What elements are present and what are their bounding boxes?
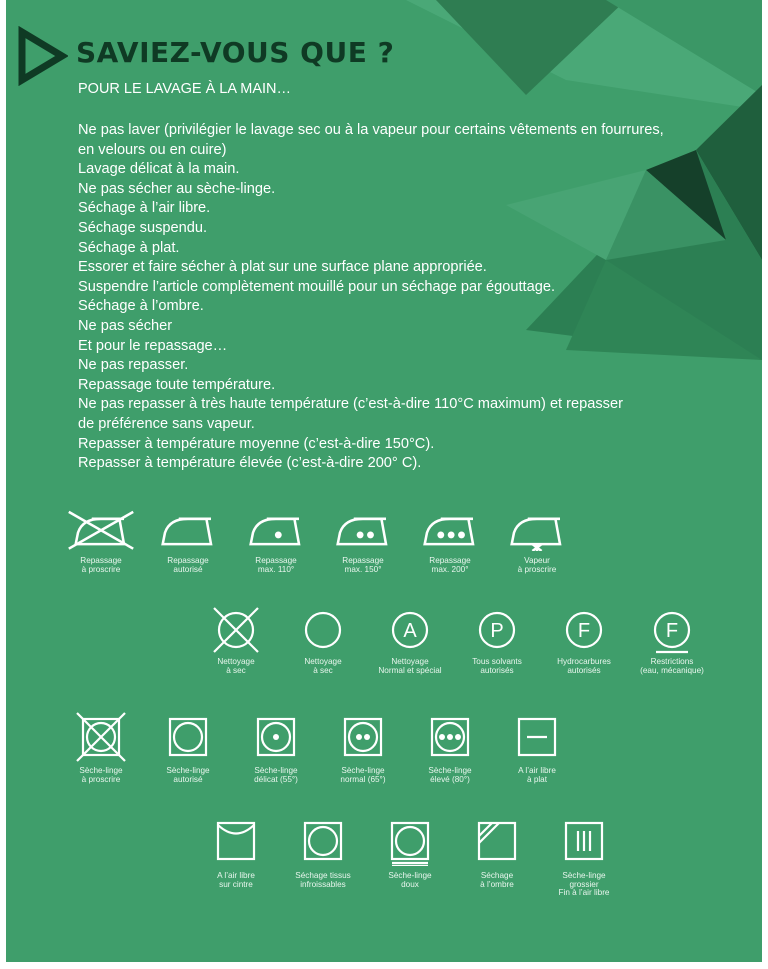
caption-line: à sec xyxy=(226,665,246,675)
dry-in-shade-icon xyxy=(472,816,522,866)
page-title: SAVIEZ-VOUS QUE ? xyxy=(76,36,395,69)
caption-line: normal (65°) xyxy=(340,774,386,784)
caption-line: infroissables xyxy=(300,879,346,889)
caption-line: Sèche-linge xyxy=(166,766,210,775)
play-triangle-icon xyxy=(16,26,68,86)
caption-line: doux xyxy=(401,879,419,889)
drip-dry-circle-icon xyxy=(298,816,348,866)
instruction-line: Séchage à l’air libre. xyxy=(78,200,211,217)
dry-flat-icon xyxy=(512,712,562,762)
caption-line: autorisés xyxy=(567,665,601,675)
iron-one-dot-icon xyxy=(236,505,316,551)
caption-line: Sèche-linge xyxy=(562,871,606,880)
caption-line: Fin à l’air libre xyxy=(558,888,610,898)
infographic-panel xyxy=(6,0,762,962)
care-instructions-list xyxy=(78,121,718,474)
caption-line: délicat (55°) xyxy=(254,774,298,784)
instruction-line: Essorer et faire sécher à plat sur une surface plane appropriée. xyxy=(78,259,487,276)
instruction-line: Séchage suspendu. xyxy=(78,219,208,236)
iron-crossed-icon xyxy=(61,505,141,551)
instruction-line: Séchage à l’ombre. xyxy=(78,298,204,315)
caption-line: (eau, mécanique) xyxy=(640,665,704,675)
caption-line: max. 150° xyxy=(344,564,382,574)
circle-crossed-icon xyxy=(211,605,261,655)
instruction-line: Lavage délicat à la main. xyxy=(78,161,240,178)
caption-line: à l’ombre xyxy=(480,879,514,889)
circle-letter-p-icon xyxy=(472,605,522,655)
tumble-dry-two-dots-icon xyxy=(338,712,388,762)
caption-line: autorisé xyxy=(173,774,203,784)
instruction-line: Repassage toute température. xyxy=(78,376,276,393)
caption-line: à proscrire xyxy=(517,564,557,574)
caption-line: Repassage xyxy=(429,556,471,565)
caption-line: Tous solvants xyxy=(472,657,522,666)
instruction-line: Repasser à température moyenne (c’est-à-dire 150°C). xyxy=(78,435,435,452)
iron-two-dots-icon xyxy=(323,505,403,551)
symbol-letter: F xyxy=(665,620,679,642)
iron-icon xyxy=(148,505,228,551)
caption-line: sur cintre xyxy=(219,879,253,889)
symbol-letter: P xyxy=(490,620,504,642)
caption-line: Restrictions xyxy=(650,657,694,666)
caption-line: à plat xyxy=(526,774,548,784)
symbol-caption xyxy=(617,658,727,675)
tumble-dry-icon xyxy=(163,712,213,762)
caption-line: Nettoyage xyxy=(391,657,429,666)
instruction-line: Ne pas repasser. xyxy=(78,357,189,374)
caption-line: Vapeur xyxy=(524,556,550,565)
caption-line: A l’air libre xyxy=(518,766,556,775)
instruction-line: Repasser à température élevée (c’est-à-dire 200° C). xyxy=(78,455,422,472)
symbol-caption xyxy=(482,557,592,574)
caption-line: Séchage xyxy=(480,871,514,880)
instruction-line: Ne pas repasser à très haute température (c’est-à-dire 110°C maximum) et repasser xyxy=(78,396,623,413)
tumble-dry-three-dots-icon xyxy=(425,712,475,762)
caption-line: Nettoyage xyxy=(304,657,342,666)
caption-line: Sèche-linge xyxy=(428,766,472,775)
caption-line: à proscrire xyxy=(81,564,121,574)
circle-letter-f-underlined-icon xyxy=(647,605,697,655)
instruction-line: Ne pas sécher au sèche-linge. xyxy=(78,180,276,197)
subtitle: POUR LE LAVAGE À LA MAIN… xyxy=(78,81,292,97)
caption-line: Nettoyage xyxy=(217,657,255,666)
caption-line: autorisés xyxy=(480,665,514,675)
caption-line: Normal et spécial xyxy=(378,665,442,675)
caption-line: Repassage xyxy=(255,556,297,565)
caption-line: Séchage tissus xyxy=(295,871,351,880)
caption-line: Sèche-linge xyxy=(341,766,385,775)
instruction-line: Et pour le repassage… xyxy=(78,337,228,354)
caption-line: max. 110° xyxy=(257,564,295,574)
instruction-line: Séchage à plat. xyxy=(78,239,180,256)
instruction-line: Ne pas sécher xyxy=(78,317,173,334)
symbol-caption xyxy=(482,767,592,784)
circle-letter-f-icon xyxy=(559,605,609,655)
iron-no-steam-icon xyxy=(497,505,577,551)
caption-line: Repassage xyxy=(167,556,209,565)
caption-line: Sèche-linge xyxy=(254,766,298,775)
instruction-line: Suspendre l’article complètement mouillé pour un séchage par égouttage. xyxy=(78,278,556,295)
caption-line: à proscrire xyxy=(81,774,121,784)
caption-line: autorisé xyxy=(173,564,203,574)
caption-line: à sec xyxy=(313,665,333,675)
caption-line: Sèche-linge xyxy=(79,766,123,775)
caption-line: Repassage xyxy=(80,556,122,565)
circle-letter-a-icon xyxy=(385,605,435,655)
symbol-caption xyxy=(529,872,639,898)
drip-dry-icon xyxy=(559,816,609,866)
caption-line: grossier xyxy=(569,879,599,889)
line-dry-icon xyxy=(211,816,261,866)
symbol-letter: A xyxy=(403,620,417,642)
instruction-line: de préférence sans vapeur. xyxy=(78,415,255,432)
instruction-line: en velours ou en cuire) xyxy=(78,141,227,158)
tumble-dry-gentle-icon xyxy=(385,816,435,866)
caption-line: élevé (80°) xyxy=(430,774,470,784)
tumble-dry-crossed-icon xyxy=(76,712,126,762)
circle-icon xyxy=(298,605,348,655)
symbol-letter: F xyxy=(577,620,591,642)
caption-line: Repassage xyxy=(342,556,384,565)
caption-line: Sèche-linge xyxy=(388,871,432,880)
caption-line: max. 200° xyxy=(431,564,469,574)
iron-three-dots-icon xyxy=(410,505,490,551)
instruction-line: Ne pas laver (privilégier le lavage sec ou à la vapeur pour certains vêtements en fourrures, xyxy=(78,122,664,138)
tumble-dry-one-dot-icon xyxy=(251,712,301,762)
caption-line: Hydrocarbures xyxy=(557,657,611,666)
caption-line: A l’air libre xyxy=(217,871,255,880)
